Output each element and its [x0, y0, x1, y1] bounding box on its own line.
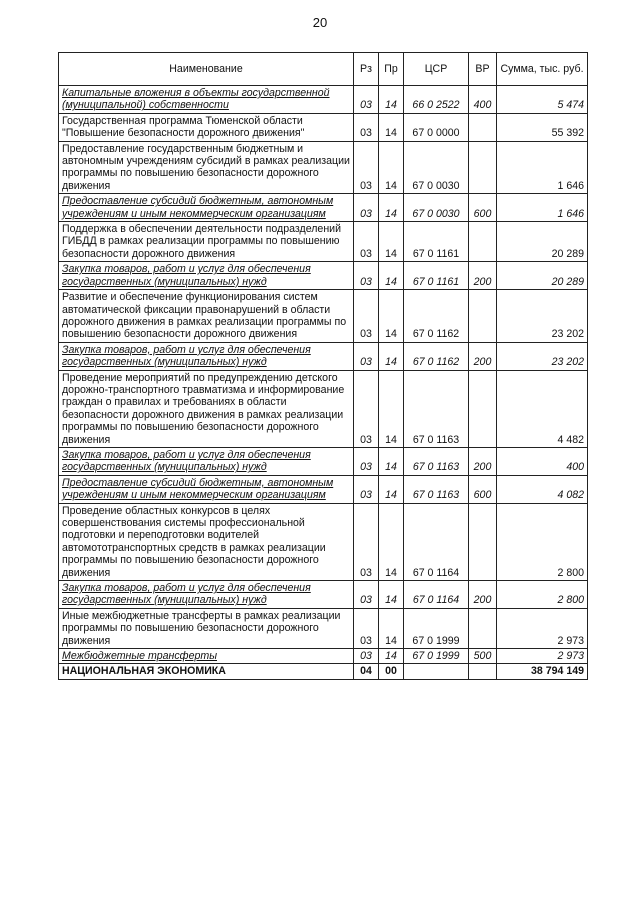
- cell-vr: [469, 290, 497, 343]
- cell-csr: 67 0 0000: [404, 113, 469, 141]
- cell-csr: 67 0 1161: [404, 262, 469, 290]
- cell-rz: 03: [354, 113, 379, 141]
- cell-sum: 1 646: [497, 194, 588, 222]
- cell-csr: 67 0 1999: [404, 649, 469, 664]
- cell-pr: 14: [379, 649, 404, 664]
- table-row: [59, 370, 588, 447]
- cell-name: Проведение областных конкурсов в целях совершенствования системы профессиональной подготовки и переподготовки водителей автомототранспортных средств в рамках реализации программы по повышению безопасности дорожного движения: [59, 503, 354, 580]
- total-row: [59, 664, 588, 679]
- cell-csr: 67 0 1162: [404, 342, 469, 370]
- cell-csr: 67 0 1163: [404, 370, 469, 447]
- header-pr: Пр: [379, 53, 404, 86]
- table-header-row: [59, 53, 588, 86]
- cell-vr: 600: [469, 194, 497, 222]
- cell-name: Капитальные вложения в объекты государственной (муниципальной) собственности: [59, 86, 354, 114]
- cell-csr: 67 0 1162: [404, 290, 469, 343]
- cell-sum: 2 800: [497, 503, 588, 580]
- table-row: [59, 222, 588, 262]
- cell-vr: [469, 370, 497, 447]
- cell-pr: 14: [379, 342, 404, 370]
- cell-pr: 14: [379, 141, 404, 194]
- cell-sum: 2 973: [497, 649, 588, 664]
- page-number: 20: [312, 15, 328, 30]
- table-row: [59, 194, 588, 222]
- cell-pr: 14: [379, 475, 404, 503]
- cell-name: Закупка товаров, работ и услуг для обеспечения государственных (муниципальных) нужд: [59, 262, 354, 290]
- table-row: [59, 581, 588, 609]
- cell-name: НАЦИОНАЛЬНАЯ ЭКОНОМИКА: [59, 664, 354, 679]
- cell-sum: 55 392: [497, 113, 588, 141]
- cell-name: Государственная программа Тюменской области "Повышение безопасности дорожного движения": [59, 113, 354, 141]
- cell-vr: 200: [469, 447, 497, 475]
- cell-name: Поддержка в обеспечении деятельности подразделений ГИБДД в рамках реализации программы по повышению безопасности дорожного движения: [59, 222, 354, 262]
- cell-csr: 67 0 1999: [404, 608, 469, 648]
- budget-table: [58, 52, 588, 680]
- cell-name: Иные межбюджетные трансферты в рамках реализации программы по повышению безопасности дорожного движения: [59, 608, 354, 648]
- cell-csr: [404, 664, 469, 679]
- cell-sum: 4 482: [497, 370, 588, 447]
- cell-sum: 38 794 149: [497, 664, 588, 679]
- cell-pr: 00: [379, 664, 404, 679]
- cell-pr: 14: [379, 503, 404, 580]
- cell-pr: 14: [379, 581, 404, 609]
- cell-csr: 67 0 1163: [404, 475, 469, 503]
- cell-sum: 1 646: [497, 141, 588, 194]
- cell-vr: [469, 141, 497, 194]
- table-row: [59, 262, 588, 290]
- cell-sum: 2 973: [497, 608, 588, 648]
- cell-name: Закупка товаров, работ и услуг для обеспечения государственных (муниципальных) нужд: [59, 581, 354, 609]
- cell-pr: 14: [379, 370, 404, 447]
- cell-vr: 200: [469, 581, 497, 609]
- cell-name: Предоставление субсидий бюджетным, автономным учреждениям и иным некоммерческим организациям: [59, 475, 354, 503]
- cell-vr: [469, 503, 497, 580]
- cell-pr: 14: [379, 608, 404, 648]
- table-row: [59, 447, 588, 475]
- cell-pr: 14: [379, 222, 404, 262]
- table-row: [59, 649, 588, 664]
- cell-rz: 03: [354, 290, 379, 343]
- cell-rz: 03: [354, 262, 379, 290]
- header-sum: Сумма, тыс. руб.: [497, 53, 588, 86]
- table-row: [59, 290, 588, 343]
- cell-rz: 03: [354, 370, 379, 447]
- table-row: [59, 475, 588, 503]
- cell-csr: 67 0 0030: [404, 141, 469, 194]
- cell-pr: 14: [379, 194, 404, 222]
- cell-sum: 20 289: [497, 222, 588, 262]
- cell-rz: 03: [354, 581, 379, 609]
- cell-vr: [469, 222, 497, 262]
- cell-pr: 14: [379, 290, 404, 343]
- cell-rz: 03: [354, 342, 379, 370]
- cell-sum: 2 800: [497, 581, 588, 609]
- table-row: [59, 141, 588, 194]
- cell-rz: 03: [354, 475, 379, 503]
- table-row: [59, 608, 588, 648]
- table-row: [59, 86, 588, 114]
- cell-rz: 03: [354, 447, 379, 475]
- cell-pr: 14: [379, 447, 404, 475]
- cell-sum: 20 289: [497, 262, 588, 290]
- cell-csr: 67 0 1163: [404, 447, 469, 475]
- cell-vr: 200: [469, 342, 497, 370]
- cell-vr: [469, 608, 497, 648]
- cell-sum: 4 082: [497, 475, 588, 503]
- table-row: [59, 342, 588, 370]
- cell-name: Межбюджетные трансферты: [59, 649, 354, 664]
- cell-vr: [469, 664, 497, 679]
- cell-csr: 67 0 1161: [404, 222, 469, 262]
- cell-rz: 03: [354, 649, 379, 664]
- cell-name: Предоставление субсидий бюджетным, автономным учреждениям и иным некоммерческим организациям: [59, 194, 354, 222]
- cell-sum: 5 474: [497, 86, 588, 114]
- cell-pr: 14: [379, 262, 404, 290]
- header-csr: ЦСР: [404, 53, 469, 86]
- table-row: [59, 113, 588, 141]
- cell-vr: 200: [469, 262, 497, 290]
- cell-name: Предоставление государственным бюджетным и автономным учреждениям субсидий в рамках реализации программы по повышению безопасности дорожного движения: [59, 141, 354, 194]
- cell-name: Проведение мероприятий по предупреждению детского дорожно-транспортного травматизма и информирование граждан о правилах и требованиях в области безопасности дорожного движения в рамках реализации программы по повышению безопасности дорожного движения: [59, 370, 354, 447]
- cell-name: Закупка товаров, работ и услуг для обеспечения государственных (муниципальных) нужд: [59, 447, 354, 475]
- cell-csr: 67 0 1164: [404, 503, 469, 580]
- cell-csr: 67 0 0030: [404, 194, 469, 222]
- cell-rz: 04: [354, 664, 379, 679]
- cell-sum: 400: [497, 447, 588, 475]
- cell-rz: 03: [354, 608, 379, 648]
- header-name: Наименование: [59, 53, 354, 86]
- cell-vr: 500: [469, 649, 497, 664]
- cell-csr: 66 0 2522: [404, 86, 469, 114]
- cell-name: Развитие и обеспечение функционирования систем автоматической фиксации правонарушений в области дорожного движения в рамках реализации программы по повышению безопасности дорожного движения: [59, 290, 354, 343]
- cell-pr: 14: [379, 113, 404, 141]
- cell-pr: 14: [379, 86, 404, 114]
- cell-vr: [469, 113, 497, 141]
- cell-sum: 23 202: [497, 342, 588, 370]
- header-vr: ВР: [469, 53, 497, 86]
- cell-rz: 03: [354, 503, 379, 580]
- cell-rz: 03: [354, 141, 379, 194]
- cell-vr: 400: [469, 86, 497, 114]
- cell-rz: 03: [354, 222, 379, 262]
- table-body: [59, 86, 588, 680]
- table-row: [59, 503, 588, 580]
- cell-rz: 03: [354, 86, 379, 114]
- cell-rz: 03: [354, 194, 379, 222]
- cell-sum: 23 202: [497, 290, 588, 343]
- cell-name: Закупка товаров, работ и услуг для обеспечения государственных (муниципальных) нужд: [59, 342, 354, 370]
- header-rz: Рз: [354, 53, 379, 86]
- cell-vr: 600: [469, 475, 497, 503]
- cell-csr: 67 0 1164: [404, 581, 469, 609]
